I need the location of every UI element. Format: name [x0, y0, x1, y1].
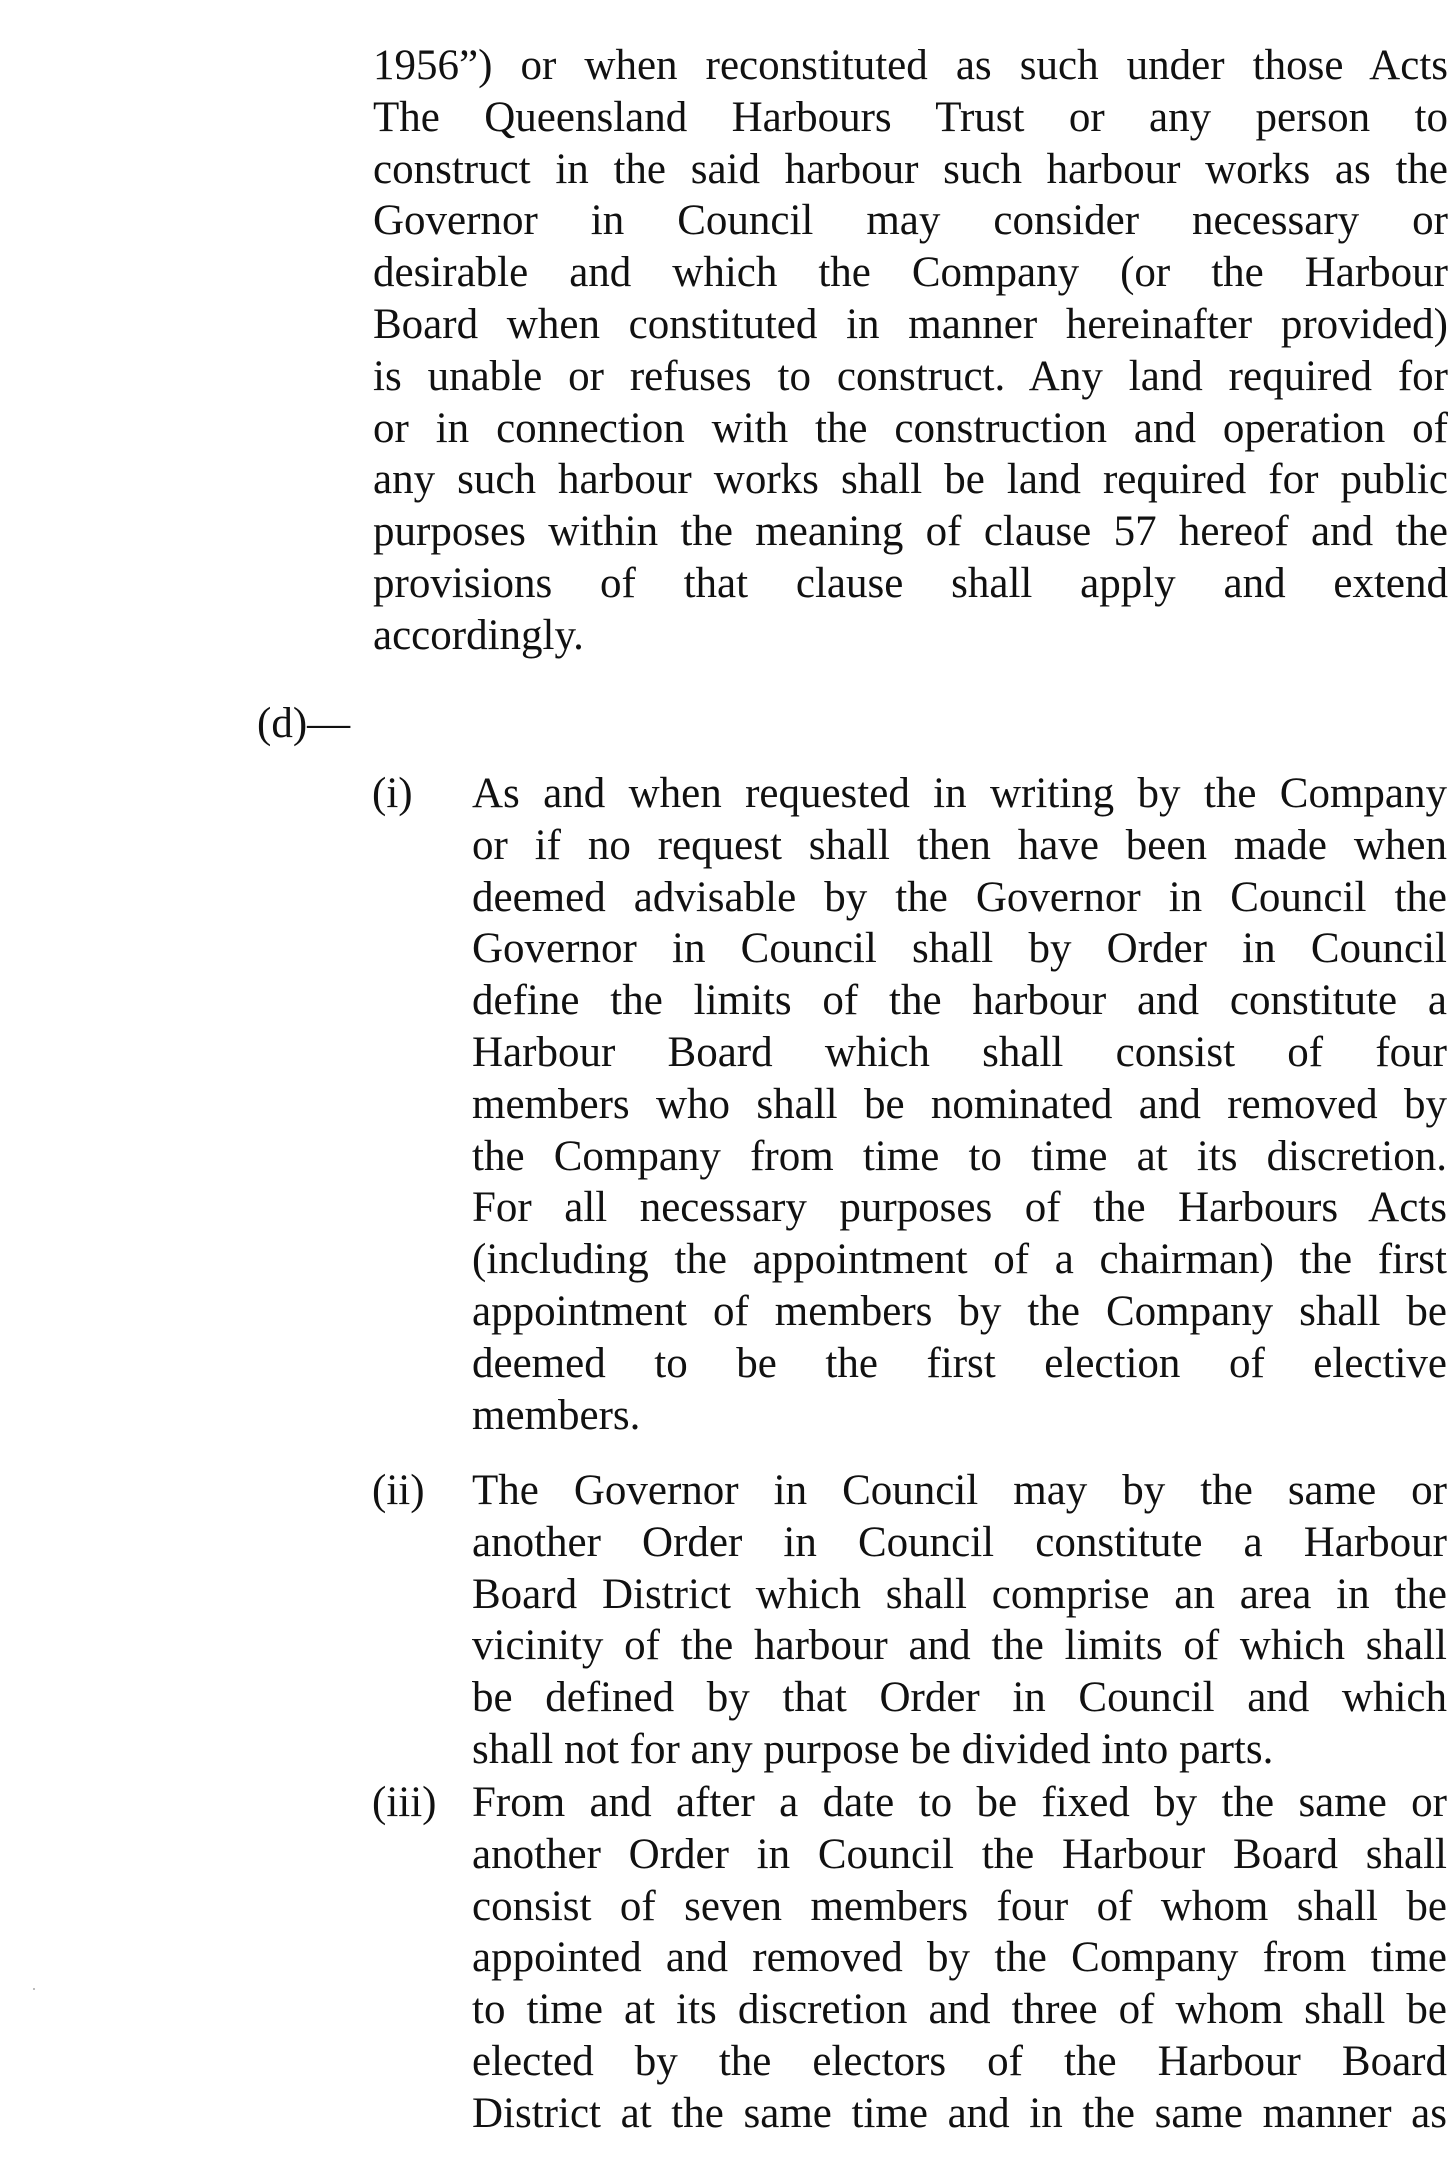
subsection-line: Board District which shall comprise an area in the — [472, 1570, 1447, 1618]
subsection-line: From and after a date to be fixed by the same or — [472, 1779, 1447, 1826]
subsection-line: Harbour Board which shall consist of four — [472, 1028, 1447, 1076]
paragraph-line: desirable and which the Company (or the Harbour — [373, 249, 1448, 297]
subsection-text — [472, 1777, 1447, 2140]
subsection-line: another Order in Council the Harbour Board shall — [472, 1830, 1447, 1878]
paragraph-line: construct in the said harbour such harbour works as the — [373, 145, 1448, 193]
paragraph-line: or in connection with the construction and operation of — [373, 404, 1448, 452]
scan-speck — [33, 1988, 35, 1990]
subsection-line: define the limits of the harbour and constitute a — [472, 977, 1447, 1025]
top-paragraph — [373, 40, 1448, 662]
subsection-line: (including the appointment of a chairman) the first — [472, 1236, 1447, 1284]
subsection-number: (iii) — [372, 1779, 437, 1826]
subsection-line: the Company from time to time at its discretion. — [472, 1132, 1447, 1180]
subsection-line: vicinity of the harbour and the limits of which shall — [472, 1622, 1447, 1670]
subsection-number: (i) — [372, 770, 413, 817]
section-label: (d)— — [257, 700, 351, 747]
paragraph-line: purposes within the meaning of clause 57 hereof and the — [373, 508, 1448, 556]
subsection-line: For all necessary purposes of the Harbours Acts — [472, 1184, 1447, 1232]
subsection-line: members who shall be nominated and removed by — [472, 1080, 1447, 1128]
subsection-line: appointed and removed by the Company from time — [472, 1934, 1447, 1982]
paragraph-line: provisions of that clause shall apply and extend — [373, 559, 1448, 607]
subsection-text — [472, 768, 1447, 1441]
paragraph-line: is unable or refuses to construct. Any land required for — [373, 352, 1448, 400]
paragraph-line: any such harbour works shall be land required for public — [373, 456, 1448, 504]
paragraph-line: 1956”) or when reconstituted as such under those Acts — [373, 42, 1448, 89]
paragraph-line: Governor in Council may consider necessary or — [373, 197, 1448, 245]
subsection-line: elected by the electors of the Harbour Board — [472, 2037, 1447, 2085]
subsection-line: consist of seven members four of whom shall be — [472, 1882, 1447, 1930]
subsection-line: be defined by that Order in Council and which — [472, 1674, 1447, 1722]
subsection-line: another Order in Council constitute a Harbour — [472, 1518, 1447, 1566]
subsection-line: to time at its discretion and three of whom shall be — [472, 1986, 1447, 2034]
subsection-line: or if no request shall then have been made when — [472, 821, 1447, 869]
subsection-line: District at the same time and in the same manner as — [472, 2089, 1447, 2137]
subsection-line: deemed advisable by the Governor in Council the — [472, 873, 1447, 921]
subsection-line: appointment of members by the Company shall be — [472, 1287, 1447, 1335]
subsection-line: shall not for any purpose be divided into parts. — [472, 1725, 1274, 1773]
paragraph-line: accordingly. — [373, 611, 584, 659]
subsection-line: The Governor in Council may by the same or — [472, 1467, 1447, 1514]
subsection-line: members. — [472, 1391, 641, 1439]
paragraph-line: The Queensland Harbours Trust or any person to — [373, 93, 1448, 141]
subsection-number: (ii) — [372, 1467, 425, 1514]
subsection-text — [472, 1465, 1447, 1776]
subsection-line: Governor in Council shall by Order in Council — [472, 925, 1447, 973]
subsection-line: As and when requested in writing by the Company — [472, 770, 1447, 817]
paragraph-line: Board when constituted in manner hereinafter provided) — [373, 300, 1448, 348]
subsection-line: deemed to be the first election of elective — [472, 1339, 1447, 1387]
